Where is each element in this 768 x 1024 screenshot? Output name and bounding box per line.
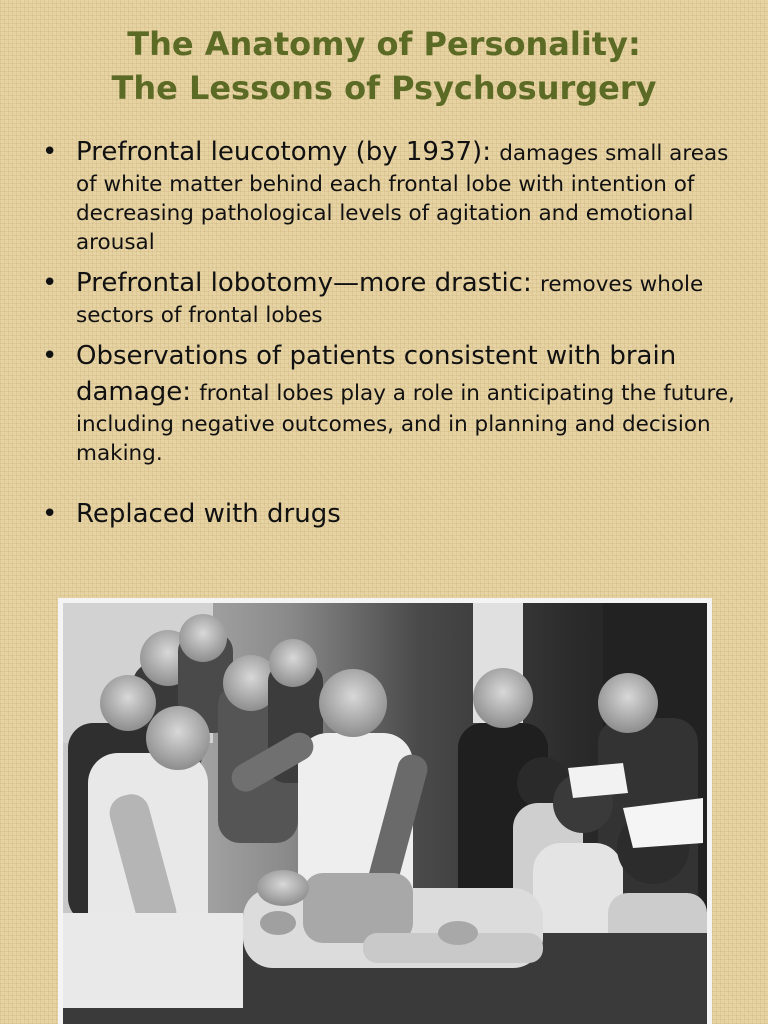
bullet-drugs <box>38 496 738 532</box>
title-line-1: The Anatomy of Personality: <box>127 25 641 63</box>
bullet-dot-icon: • <box>42 341 58 371</box>
bullet-lead: Observations of patients consistent with brain damage: <box>76 341 677 407</box>
bullet-list <box>38 134 738 540</box>
bullet-detail: frontal lobes play a role in anticipating the future, including negative outcomes, and in planning and decision making. <box>76 381 735 466</box>
bullet-leucotomy <box>38 134 738 257</box>
bullet-lobotomy <box>38 265 738 330</box>
bullet-detail: damages small areas of white matter behind each frontal lobe with intention of decreasing pathological levels of agitation and emotional arousal <box>76 141 729 255</box>
bullet-observations <box>38 338 738 468</box>
bullet-dot-icon: • <box>42 137 58 167</box>
title-line-2: The Lessons of Psychosurgery <box>111 69 657 107</box>
bullet-lead: Replaced with drugs <box>76 499 341 529</box>
bullet-lead: Prefrontal lobotomy—more drastic: <box>76 268 540 298</box>
photo-frame <box>58 598 712 1024</box>
bullet-detail: removes whole sectors of frontal lobes <box>76 272 704 328</box>
slide-title <box>0 22 768 110</box>
bullet-dot-icon: • <box>42 268 58 298</box>
bullet-dot-icon: • <box>42 499 58 529</box>
bullet-lead: Prefrontal leucotomy (by 1937): <box>76 137 500 167</box>
black-and-white-photograph-icon <box>63 603 707 1024</box>
